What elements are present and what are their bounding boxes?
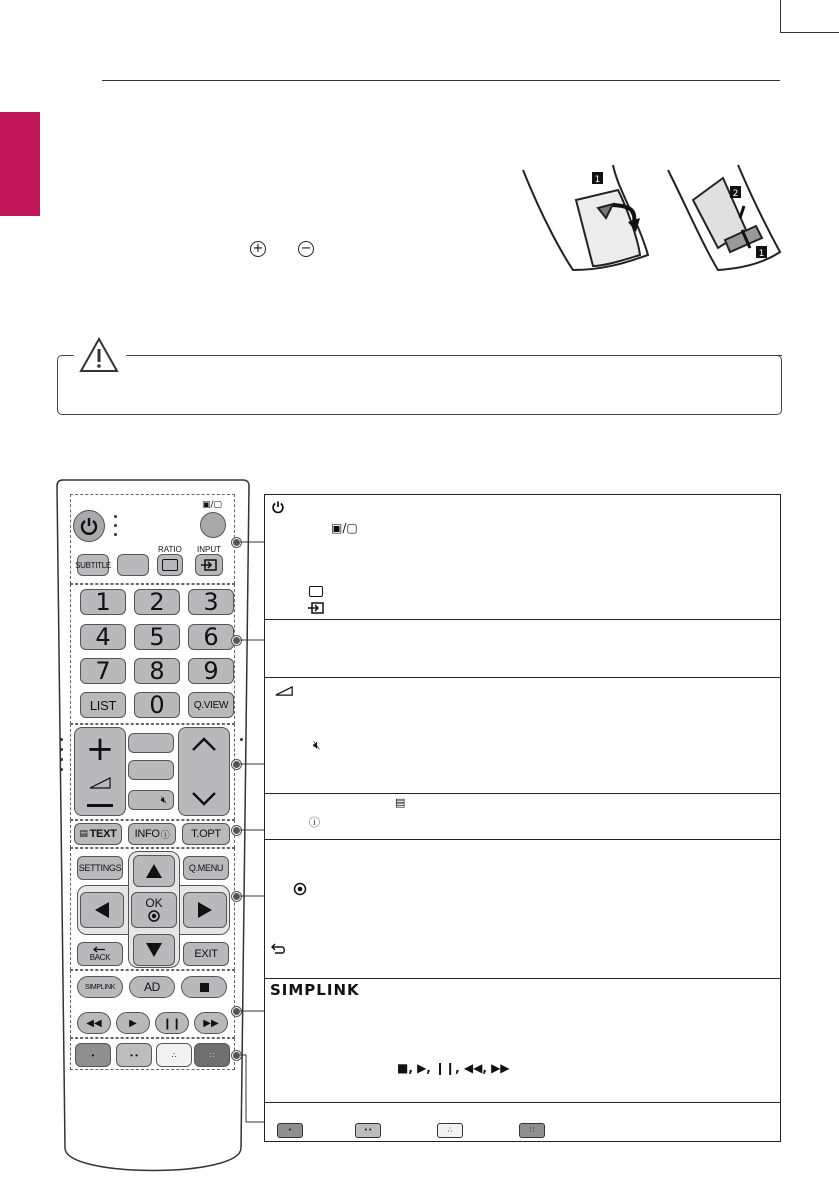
down-button[interactable]	[133, 934, 175, 966]
volume-rocker[interactable]: +	[74, 727, 126, 816]
panel-power	[264, 494, 781, 619]
blank-button-3[interactable]	[128, 760, 174, 780]
volume-icon	[89, 777, 111, 789]
input-icon-ref	[307, 602, 325, 614]
power-button[interactable]	[73, 510, 105, 542]
playback-icons: ■, ▶, ❙❙, ◀◀, ▶▶	[397, 1061, 510, 1075]
exit-button[interactable]: EXIT	[183, 942, 229, 966]
warning-icon	[78, 336, 120, 374]
back-icon-ref	[271, 943, 287, 955]
step-marker-1a: 1	[594, 175, 601, 185]
plus-terminal-icon: +	[250, 241, 266, 257]
tv-radio-icon-ref: ▣/▢	[331, 521, 358, 535]
caution-box	[57, 355, 782, 415]
power-icon-ref	[271, 500, 285, 514]
number-button-6[interactable]: 6	[188, 624, 234, 650]
blue-button[interactable]: ∷	[194, 1043, 230, 1067]
ratio-label: RATIO	[158, 545, 182, 554]
qmenu-button[interactable]: Q.MENU	[183, 856, 229, 880]
subtitle-button[interactable]: SUBTITLE	[77, 554, 109, 576]
blank-button-2[interactable]	[128, 733, 174, 753]
number-button-3[interactable]: 3	[188, 589, 234, 615]
crop-mark-h	[780, 32, 839, 33]
pause-icon: ❙❙	[162, 1016, 182, 1030]
blank-button[interactable]	[117, 554, 149, 576]
qview-button[interactable]: Q.VIEW	[188, 692, 234, 718]
input-label: INPUT	[197, 545, 221, 554]
number-button-7[interactable]: 7	[80, 658, 126, 684]
teletext-icon-ref: ▤	[395, 796, 406, 809]
info-icon: ⓘ	[160, 830, 170, 841]
ok-label: OK	[145, 896, 163, 910]
language-tab	[0, 112, 40, 216]
info-icon-ref: ⓘ	[309, 816, 320, 829]
yellow-icon: ∴	[437, 1123, 463, 1138]
info-button[interactable]	[128, 823, 176, 845]
number-button-0[interactable]: 0	[134, 692, 180, 718]
header-rule	[102, 80, 780, 81]
arrow-left-icon	[94, 901, 110, 919]
stop-icon	[200, 983, 209, 992]
yellow-button[interactable]: ∴	[156, 1043, 192, 1067]
left-button[interactable]	[80, 892, 124, 928]
crop-mark	[780, 0, 781, 32]
panel-volume	[264, 677, 781, 793]
settings-button[interactable]: SETTINGS	[77, 856, 123, 880]
step-marker-1b: 1	[758, 249, 765, 259]
play-icon: ▶	[129, 1017, 137, 1029]
list-button[interactable]: LIST	[80, 692, 126, 718]
number-button-5[interactable]: 5	[134, 624, 180, 650]
chevron-down-icon	[191, 791, 217, 807]
text-button[interactable]	[74, 823, 122, 845]
number-button-1[interactable]: 1	[80, 589, 126, 615]
stop-button[interactable]	[181, 976, 227, 998]
green-icon: • •	[355, 1123, 381, 1138]
rewind-button[interactable]	[77, 1012, 111, 1034]
ok-button[interactable]	[131, 892, 177, 928]
ad-button[interactable]: AD	[129, 976, 175, 998]
arrow-down-icon	[145, 942, 163, 958]
number-button-9[interactable]: 9	[188, 658, 234, 684]
play-button[interactable]	[116, 1012, 150, 1034]
step-marker-2: 2	[732, 189, 739, 199]
blue-icon: ∷	[519, 1123, 545, 1138]
number-button-8[interactable]: 8	[134, 658, 180, 684]
info-label: INFO	[134, 828, 160, 840]
topt-button[interactable]: T.OPT	[182, 823, 230, 845]
pause-button[interactable]	[155, 1012, 189, 1034]
program-rocker[interactable]	[178, 727, 230, 816]
battery-cover-illustration	[518, 160, 788, 275]
panel-simplink	[264, 978, 781, 1102]
tv-radio-button[interactable]	[200, 512, 226, 538]
simplink-logo: SIMPLINK	[270, 981, 360, 999]
arrow-right-icon	[197, 901, 213, 919]
number-button-2[interactable]: 2	[134, 589, 180, 615]
panel-numbers	[264, 619, 781, 677]
right-button[interactable]	[183, 892, 227, 928]
input-button[interactable]	[195, 554, 223, 576]
ratio-button[interactable]	[157, 554, 183, 576]
ratio-icon-ref	[309, 586, 323, 597]
mute-button[interactable]	[128, 790, 174, 810]
red-button[interactable]: •	[75, 1043, 111, 1067]
text-label: TEXT	[89, 828, 117, 840]
panel-info	[264, 793, 781, 839]
back-button[interactable]	[77, 942, 123, 966]
arrow-up-icon	[145, 863, 163, 879]
number-button-4[interactable]: 4	[80, 624, 126, 650]
fast-forward-button[interactable]	[194, 1012, 228, 1034]
back-label: BACK	[89, 953, 111, 962]
panel-colors	[264, 1102, 781, 1142]
chevron-up-icon	[191, 736, 217, 752]
power-indicator	[114, 515, 117, 537]
power-icon	[79, 516, 99, 536]
ratio-icon	[162, 559, 178, 571]
minus-terminal-icon: −	[298, 241, 314, 257]
mute-icon: 🔇︎	[160, 794, 167, 806]
red-icon: •	[277, 1123, 303, 1138]
volume-icon-ref	[275, 686, 293, 696]
fast-forward-icon: ▶▶	[203, 1017, 219, 1029]
color-button-icons	[275, 1123, 755, 1137]
caution-rule	[230, 355, 782, 356]
ok-icon	[147, 909, 161, 923]
teletext-icon: ▤	[79, 829, 88, 839]
rewind-icon: ◀◀	[86, 1017, 102, 1029]
green-button[interactable]: • •	[116, 1043, 152, 1067]
up-button[interactable]	[133, 855, 175, 887]
input-icon	[201, 559, 217, 571]
panel-nav	[264, 839, 781, 978]
mute-icon-ref: 🔇︎	[313, 738, 321, 752]
simplink-button[interactable]: SIMPLINK	[77, 976, 123, 998]
tv-radio-icon: ▣/▢	[202, 500, 223, 510]
side-dots-left	[60, 738, 63, 774]
ok-icon-ref	[293, 882, 307, 896]
